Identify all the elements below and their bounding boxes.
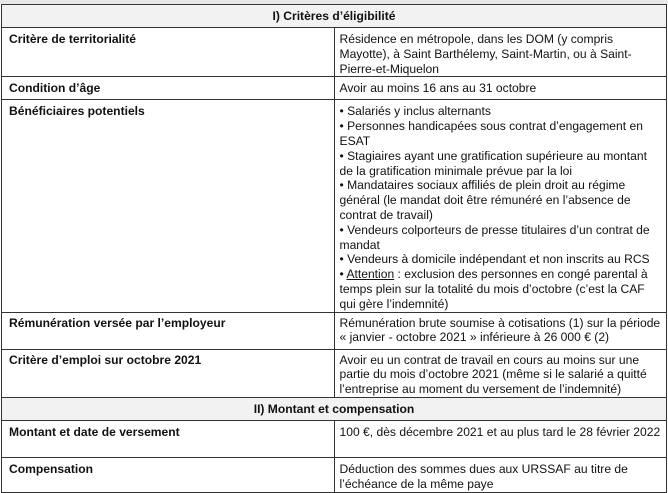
list-item: • Personnes handicapées sous contrat d’engagement en ESAT bbox=[339, 119, 643, 148]
list-item: • Stagiaires ayant une gratification supérieure au montant de la gratification minimale prévue par la loi bbox=[339, 148, 647, 178]
row-label-compensation: Compensation bbox=[2, 457, 335, 492]
row-value-age: Avoir au moins 16 ans au 31 octobre bbox=[334, 77, 667, 100]
row-label-employment: Critère d’emploi sur octobre 2021 bbox=[2, 349, 335, 397]
list-item: • Salariés y inclus alternants bbox=[339, 104, 491, 119]
table-row bbox=[2, 28, 667, 77]
row-value-employment: Avoir eu un contrat de travail en cours au moins sur une partie du mois d’octobre 2021 (même si le salarié a quitté l’entreprise au moment du versement de l’indemnité) bbox=[334, 349, 667, 397]
section-header-row bbox=[2, 397, 667, 420]
row-label-territoriality: Critère de territorialité bbox=[2, 28, 335, 77]
table-row bbox=[2, 312, 667, 349]
row-label-remuneration: Rémunération versée par l’employeur bbox=[2, 312, 335, 349]
section-title-criteria: I) Critères d’éligibilité bbox=[2, 5, 667, 28]
attention-word: Attention bbox=[346, 267, 395, 282]
table-row bbox=[2, 349, 667, 397]
row-label-beneficiaries: Bénéficiaires potentiels bbox=[2, 100, 335, 312]
row-value-amount: 100 €, dès décembre 2021 et au plus tard le 28 février 2022 bbox=[334, 420, 667, 457]
row-label-amount: Montant et date de versement bbox=[2, 420, 335, 457]
row-value-compensation: Déduction des sommes dues aux URSSAF au titre de l’échéance de la même paye bbox=[334, 457, 667, 492]
attention-item bbox=[340, 267, 663, 311]
table-row bbox=[2, 420, 667, 457]
attention-bullet: • bbox=[339, 267, 347, 282]
row-label-age: Condition d’âge bbox=[2, 77, 335, 100]
table-row bbox=[2, 457, 667, 492]
table-row bbox=[2, 77, 667, 100]
top-border-strip bbox=[0, 0, 668, 4]
attention-text: : exclusion des personnes en congé parental à temps plein sur la totalité du mois d’octobre (c’est la CAF qui gère l’indemnité) bbox=[339, 267, 648, 311]
row-value-remuneration: Rémunération brute soumise à cotisations (1) sur la période « janvier - octobre 2021 » inférieure à 26 000 € (2) bbox=[334, 312, 667, 349]
list-item: • Vendeurs colporteurs de presse titulaires d’un contrat de mandat bbox=[339, 222, 650, 252]
row-value-beneficiaries bbox=[334, 100, 667, 312]
section-title-amount: II) Montant et compensation bbox=[2, 397, 667, 420]
list-item: • Mandataires sociaux affiliés de plein droit au régime général (le mandat doit être rémunéré en l’absence de contrat de travail) bbox=[339, 178, 631, 222]
list-item: • Vendeurs à domicile indépendant et non inscrits au RCS bbox=[339, 252, 650, 267]
row-value-territoriality: Résidence en métropole, dans les DOM (y compris Mayotte), à Saint Barthélemy, Saint-Martin, ou à Saint-Pierre-et-Miquelon bbox=[334, 28, 667, 77]
table-row bbox=[2, 100, 667, 312]
section-header-row bbox=[2, 5, 667, 28]
eligibility-table bbox=[1, 4, 667, 493]
